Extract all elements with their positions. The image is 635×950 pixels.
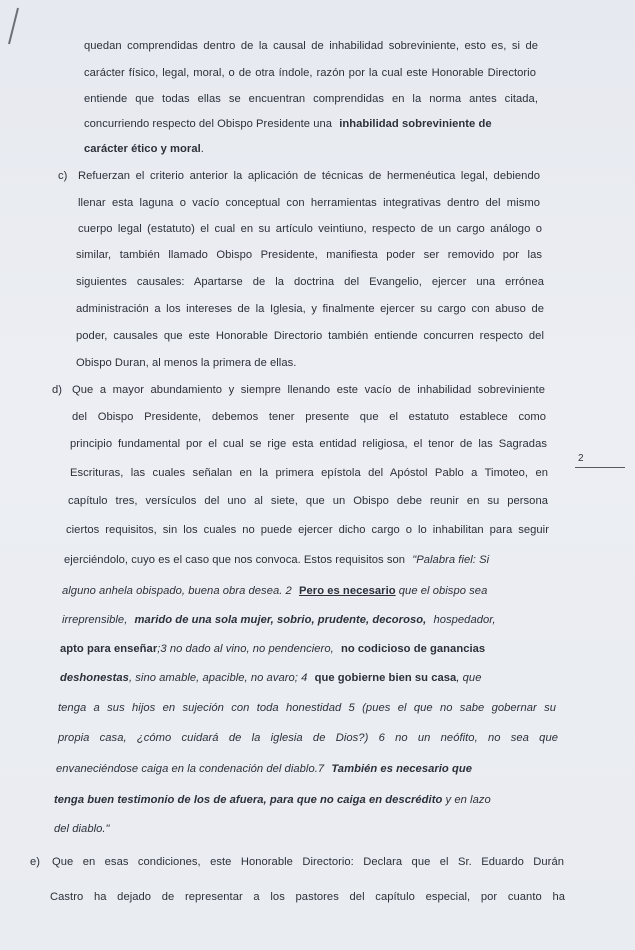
italic-text: y en lazo (442, 794, 491, 806)
text-line (56, 762, 472, 776)
italic-text: "Palabra fiel: Si (412, 554, 490, 566)
text-line: Refuerzan el criterio anterior la aplicación de técnicas de hermenéutica legal, debiendo (78, 170, 540, 182)
text-line: Castro ha dejado de representar a los pastores del capítulo especial, por cuanto ha (50, 891, 565, 903)
text-line: llenar esta laguna o vacío conceptual con herramientas integrativas dentro del mismo (78, 197, 540, 209)
text-span: ejerciéndolo, cuyo es el caso que nos convoca. Estos requisitos son (64, 554, 406, 566)
text-span: concurriendo respecto del Obispo Presidente una (84, 118, 333, 130)
text-line (84, 142, 204, 156)
bold-italic-text: marido de una sola mujer, sobrio, prudente, decoroso, (134, 614, 427, 626)
text-line: entiende que todas ellas se encuentran comprendidas en la norma antes citada, (84, 93, 538, 105)
italic-text: hospedador, (433, 614, 496, 626)
item-label: c) (58, 170, 68, 182)
item-label: d) (52, 384, 62, 396)
bold-text: que gobierne bien su casa (314, 672, 457, 684)
text-line (62, 613, 496, 627)
text-line: similar, también llamado Obispo Presidente, manifiesta poder ser removido por las (76, 249, 542, 261)
italic-text: que el obispo sea (395, 585, 488, 597)
item-label: e) (30, 856, 40, 868)
italic-text: ;3 no dado al vino, no pendenciero, (157, 643, 334, 655)
bold-text: no codicioso de ganancias (340, 643, 486, 655)
page-number-rule (575, 467, 625, 468)
text-line: ciertos requisitos, sin los cuales no puede ejercer dicho cargo o lo inhabilitan para seguir (66, 524, 549, 536)
text-line: del diablo." (54, 823, 110, 835)
text-line: Escrituras, las cuales señalan en la primera epístola del Apóstol Pablo a Timoteo, en (70, 467, 548, 479)
italic-text: , sino amable, apacible, no avaro; 4 (128, 672, 308, 684)
text-line: cuerpo legal (estatuto) el cual en su artículo veintiuno, respecto de un cargo análogo o (78, 223, 542, 235)
bold-italic-text: También es necesario que (331, 763, 473, 775)
text-line: principio fundamental por el cual se rige esta entidad religiosa, el tenor de las Sagradas (70, 438, 547, 450)
text-line (84, 117, 492, 131)
text-line: capítulo tres, versículos del uno al siete, que un Obispo debe reunir en su persona (68, 495, 548, 507)
bold-underlined-text: Pero es necesario (299, 585, 396, 597)
page-number: 2 (578, 453, 584, 464)
text-line: Que a mayor abundamiento y siempre llenando este vacío de inhabilidad sobreviniente (72, 384, 545, 396)
text-line: tenga a sus hijos en sujeción con toda honestidad 5 (pues el que no sabe gobernar su (58, 702, 556, 714)
text-line (54, 793, 491, 807)
text-line (60, 642, 485, 656)
bold-text: carácter ético y moral (84, 143, 201, 155)
bold-italic-text: deshonestas (60, 672, 129, 684)
text-line: quedan comprendidas dentro de la causal de inhabilidad sobreviniente, esto es, si de (84, 40, 538, 52)
bold-text: apto para enseñar (60, 643, 158, 655)
text-line: Obispo Duran, al menos la primera de ellas. (76, 357, 297, 369)
italic-text: irreprensible, (62, 614, 128, 626)
text-line: administración a los intereses de la Iglesia, y finalmente ejercer su cargo con abuso de (76, 303, 544, 315)
bold-text: inhabilidad sobreviniente de (339, 118, 492, 130)
text-line (64, 553, 489, 567)
text-span: . (200, 143, 204, 155)
text-line: propia casa, ¿cómo cuidará de la iglesia de Dios?) 6 no un neófito, no sea que (58, 732, 558, 744)
text-line (62, 584, 487, 598)
text-line: siguientes causales: Apartarse de la doctrina del Evangelio, ejercer una errónea (76, 276, 544, 288)
italic-text: , que (456, 672, 482, 684)
text-line: Que en esas condiciones, este Honorable Directorio: Declara que el Sr. Eduardo Durán (52, 856, 564, 868)
text-line: poder, causales que este Honorable Directorio también entiende concurren respecto del (76, 330, 544, 342)
bold-italic-text: tenga buen testimonio de los de afuera, para que no caiga en descrédito (54, 794, 443, 806)
text-line (60, 671, 481, 685)
text-line: carácter físico, legal, moral, o de otra índole, razón por la cual este Honorable Directorio (84, 67, 536, 79)
italic-text: alguno anhela obispado, buena obra desea. 2 (62, 585, 292, 597)
text-line: del Obispo Presidente, debemos tener presente que el estatuto establece como (72, 411, 546, 423)
italic-text: envaneciéndose caiga en la condenación del diablo.7 (56, 763, 325, 775)
